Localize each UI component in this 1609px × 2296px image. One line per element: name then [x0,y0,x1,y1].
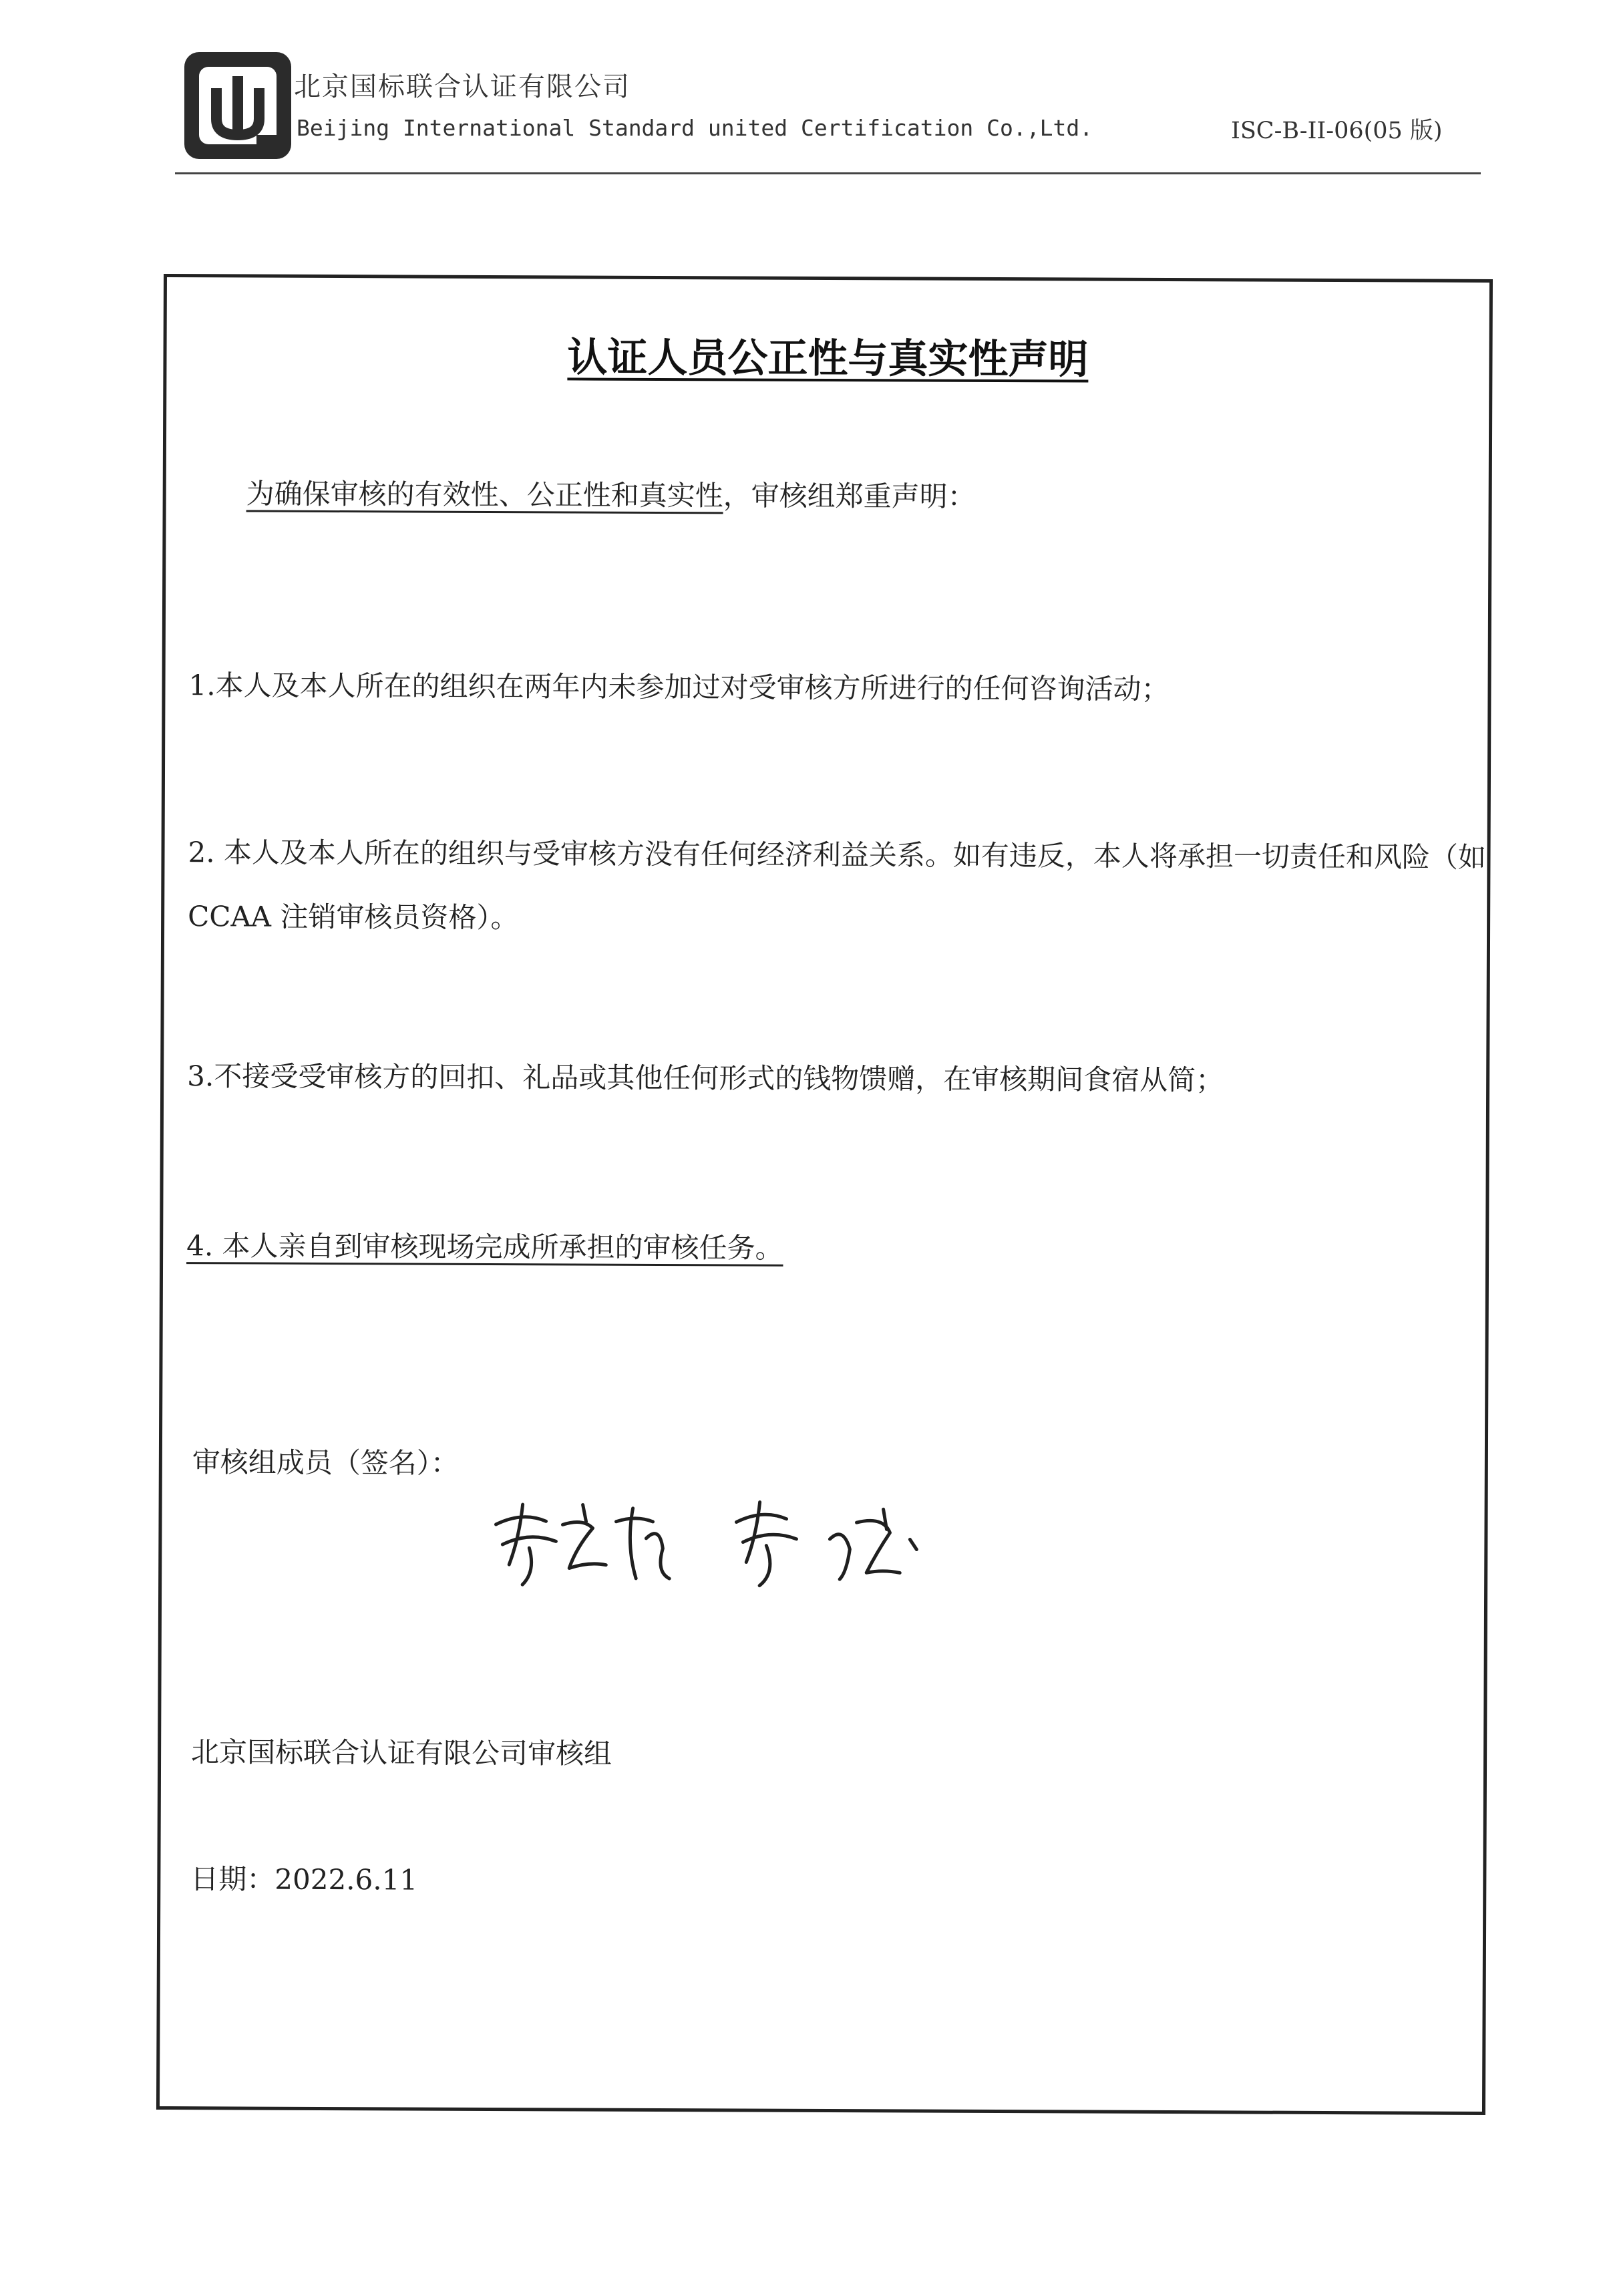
isc-logo-icon [182,49,294,162]
signers-label: 审核组成员（签名）： [192,1446,459,1480]
intro-underlined-text: 为确保审核的有效性、公正性和真实性 [246,477,723,512]
company-name-cn: 北京国标联合认证有限公司 [294,71,631,102]
date-line: 日期：2022.6.11 [190,1862,418,1897]
company-name-en: Beijing International Standard united Certification Co.,Ltd. [297,115,1093,141]
declaration-item-4 [186,1214,783,1281]
handwritten-signatures [482,1484,964,1607]
declaration-item-2: 2. 本人及本人所在的组织与受审核方没有任何经济利益关系。如有违反，本人将承担一切责任和风险（如 CCAA 注销审核员资格）。 [188,836,1487,935]
declaration-item-1: 1.本人及本人所在的组织在两年内未参加过对受审核方所进行的任何咨询活动； [188,669,1170,706]
document-title [166,324,1489,387]
declaration-item-4-text: 4. 本人亲自到审核现场完成所承担的审核任务。 [186,1229,783,1265]
intro-paragraph [246,462,975,528]
document-title-text: 认证人员公正性与真实性声明 [567,334,1089,383]
header-divider [175,172,1481,174]
intro-rest-text: ，审核组郑重声明： [723,479,976,513]
declaration-form [156,274,1493,2115]
declaration-item-3: 3.不接受受审核方的回扣、礼品或其他任何形式的钱物馈赠，在审核期间食宿从简； [187,1059,1224,1097]
document-code: ISC-B-II-06(05 版) [1231,118,1443,144]
footer-company: 北京国标联合认证有限公司审核组 [191,1736,612,1770]
